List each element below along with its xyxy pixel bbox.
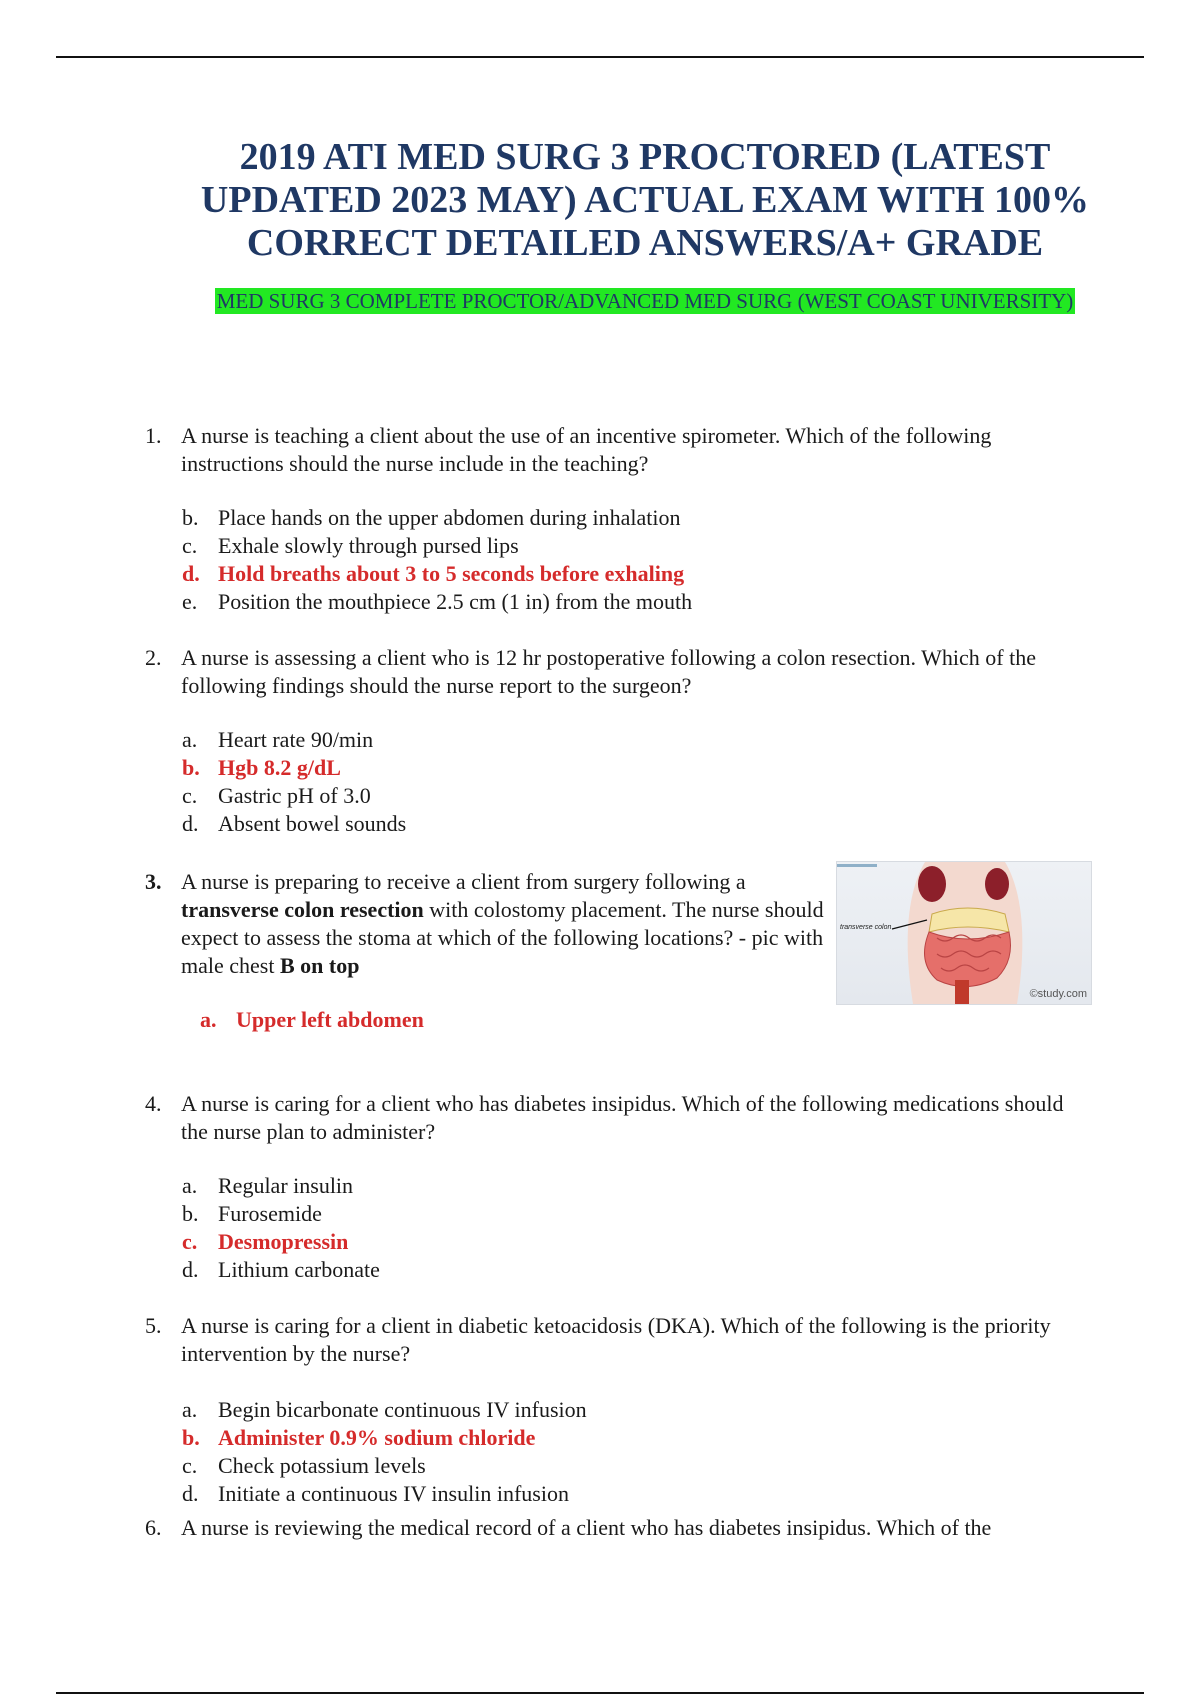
- question-5: [145, 1312, 1095, 1368]
- question-text-emphasis: B on top: [279, 953, 360, 978]
- option-correct: [200, 1006, 424, 1034]
- question-1: [145, 422, 1095, 478]
- option-letter: b.: [182, 1201, 199, 1226]
- option: [182, 1480, 587, 1508]
- question-text: A nurse is caring for a client in diabetic ketoacidosis (DKA). Which of the following is the priority intervention by the nurse?: [181, 1313, 1051, 1366]
- question-number: 1.: [145, 423, 162, 448]
- option: [182, 1172, 380, 1200]
- question-6: [145, 1514, 1095, 1542]
- document-subtitle: MED SURG 3 COMPLETE PROCTOR/ADVANCED MED SURG (WEST COAST UNIVERSITY): [216, 289, 1074, 313]
- option-letter: e.: [182, 589, 198, 614]
- question-2-options: [182, 726, 406, 838]
- question-text-part: with colostomy placement. The nurse should expect to assess the stoma at which of the following locations? - pic with male chest: [181, 897, 824, 978]
- option: [182, 1396, 587, 1424]
- option-text: Furosemide: [218, 1201, 322, 1226]
- question-3-options: [200, 1006, 424, 1034]
- question-2: [145, 644, 1095, 700]
- option-text: Desmopressin: [218, 1229, 349, 1254]
- option: [182, 1256, 380, 1284]
- option-letter: b.: [182, 505, 199, 530]
- option-letter: d.: [182, 1257, 199, 1282]
- header-bar: [837, 864, 877, 867]
- option-letter: c.: [182, 1453, 198, 1478]
- question-4: [145, 1090, 1095, 1146]
- option-text: Initiate a continuous IV insulin infusion: [218, 1481, 569, 1506]
- option-text: Place hands on the upper abdomen during inhalation: [218, 505, 681, 530]
- option: [182, 1200, 380, 1228]
- option-letter: a.: [182, 727, 198, 752]
- option: [182, 810, 406, 838]
- question-text: [181, 868, 825, 980]
- option-text: Absent bowel sounds: [218, 811, 407, 836]
- option-correct: [182, 1424, 587, 1452]
- option-text: Exhale slowly through pursed lips: [218, 533, 519, 558]
- option-correct: [182, 1228, 380, 1256]
- option: [182, 504, 692, 532]
- option-letter: a.: [182, 1173, 198, 1198]
- option-letter: b.: [182, 1425, 200, 1450]
- option: [182, 588, 692, 616]
- figure-label: transverse colon: [840, 924, 892, 931]
- option-text: Heart rate 90/min: [218, 727, 374, 752]
- option-letter: c.: [182, 783, 198, 808]
- question-number: 2.: [145, 645, 162, 670]
- document-title: 2019 ATI MED SURG 3 PROCTORED (LATEST UPDATED 2023 MAY) ACTUAL EXAM WITH 100% CORRECT DETAILED ANSWERS/A+ GRADE: [200, 136, 1090, 264]
- option-text: Position the mouthpiece 2.5 cm (1 in) from the mouth: [218, 589, 693, 614]
- option-text: Hgb 8.2 g/dL: [218, 755, 341, 780]
- option-letter: d.: [182, 561, 200, 586]
- option: [182, 726, 406, 754]
- bottom-rule: [56, 1692, 1144, 1694]
- option-text: Regular insulin: [218, 1173, 354, 1198]
- option-text: Check potassium levels: [218, 1453, 426, 1478]
- option-letter: a.: [200, 1007, 217, 1032]
- option-correct: [182, 560, 692, 588]
- option: [182, 532, 692, 560]
- option-text: Begin bicarbonate continuous IV infusion: [218, 1397, 587, 1422]
- option-letter: c.: [182, 1229, 198, 1254]
- question-number: 6.: [145, 1515, 162, 1540]
- option-text: Hold breaths about 3 to 5 seconds before exhaling: [218, 561, 685, 586]
- question-text: A nurse is reviewing the medical record of a client who has diabetes insipidus. Which of the: [181, 1515, 992, 1540]
- option-text: Upper left abdomen: [236, 1007, 424, 1032]
- option: [182, 782, 406, 810]
- option: [182, 1452, 587, 1480]
- question-text: A nurse is caring for a client who has diabetes insipidus. Which of the following medications should the nurse plan to administer?: [181, 1091, 1064, 1144]
- question-number: 4.: [145, 1091, 162, 1116]
- option-correct: [182, 754, 406, 782]
- option-text: Lithium carbonate: [218, 1257, 380, 1282]
- option-letter: d.: [182, 811, 199, 836]
- figure-credit: ©study.com: [1029, 988, 1087, 1000]
- option-letter: a.: [182, 1397, 198, 1422]
- top-rule: [56, 56, 1144, 58]
- question-text-emphasis: transverse colon resection: [181, 897, 424, 922]
- question-text: A nurse is teaching a client about the use of an incentive spirometer. Which of the following instructions should the nurse include in the teaching?: [181, 423, 992, 476]
- option-text: Gastric pH of 3.0: [218, 783, 371, 808]
- question-number: 3.: [145, 869, 162, 894]
- option-letter: b.: [182, 755, 200, 780]
- question-text: A nurse is assessing a client who is 12 hr postoperative following a colon resection. Which of the following findings should the nurse report to the surgeon?: [181, 645, 1036, 698]
- subtitle-container: [150, 288, 1140, 314]
- question-1-options: [182, 504, 692, 616]
- option-text: Administer 0.9% sodium chloride: [218, 1425, 536, 1450]
- stomach-shape: [985, 868, 1009, 900]
- colon-anatomy-illustration: [837, 862, 1091, 1004]
- option-letter: d.: [182, 1481, 199, 1506]
- question-5-options: [182, 1396, 587, 1508]
- option-letter: c.: [182, 533, 198, 558]
- question-number: 5.: [145, 1313, 162, 1338]
- question-4-options: [182, 1172, 380, 1284]
- liver-lobe: [918, 866, 946, 902]
- question-3: [145, 868, 825, 980]
- question-text-part: A nurse is preparing to receive a client from surgery following a: [181, 869, 746, 894]
- rectum-shape: [955, 980, 969, 1004]
- colon-anatomy-figure: [836, 861, 1092, 1005]
